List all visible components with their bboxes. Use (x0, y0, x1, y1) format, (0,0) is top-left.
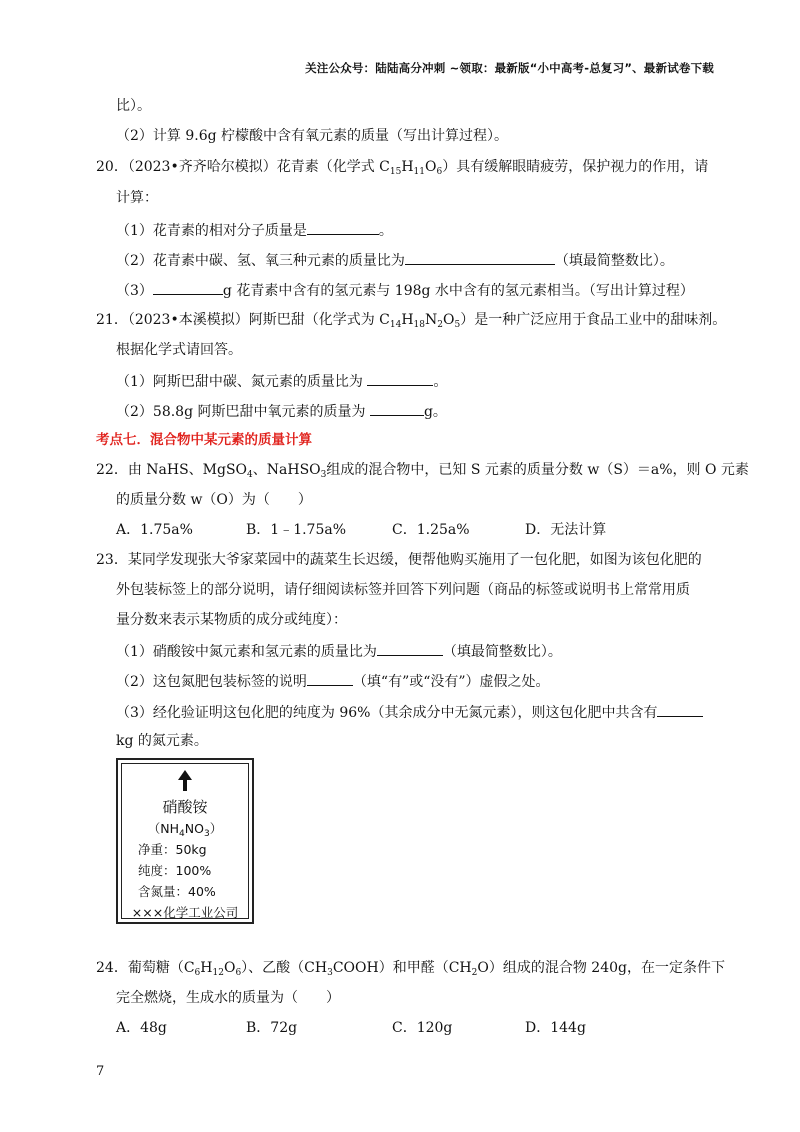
section-heading: 考点七．混合物中某元素的质量计算 (96, 432, 312, 448)
question-20-3: （3） g 花青素中含有的氢元素与 198g 水中含有的氢元素相当。（写出计算过程） (116, 279, 694, 301)
answer-blank[interactable] (367, 370, 433, 386)
answer-blank[interactable] (153, 279, 223, 295)
option-a[interactable]: A．1.75a% (116, 522, 193, 538)
option-d[interactable]: D．144g (525, 1020, 586, 1036)
answer-blank[interactable] (307, 670, 353, 686)
question-20: 20．（2023•齐齐哈尔模拟）花青素（化学式 $C_{15}H_{11}O_6$）具有缓解眼睛疲劳，保护视力的作用，请 (96, 159, 709, 177)
option-b[interactable]: B．72g (246, 1020, 298, 1036)
label-formula: $(NH_4NO_3)$ (147, 821, 223, 839)
question-21-2: （2）58.8g 阿斯巴甜中氧元素的质量为 g。 (116, 400, 447, 422)
answer-blank[interactable] (370, 400, 424, 416)
label-company: ×××化学工业公司 (131, 905, 239, 920)
question-23-3: （3）经化验证明这包化肥的纯度为 96%（其余成分中无氮元素），则这包化肥中共含有 (116, 701, 703, 723)
label-name: 硝酸铵 (162, 798, 208, 816)
question-23-2: （2）这包氮肥包装标签的说明 （填“有”或“没有”）虚假之处。 (116, 670, 550, 692)
answer-blank[interactable] (377, 640, 443, 656)
page-number: 7 (96, 1064, 105, 1079)
option-c[interactable]: C．1.25a% (392, 522, 470, 538)
text-line: 比）。 (116, 98, 151, 114)
text-line: （2）计算 9.6g 柠檬酸中含有氧元素的质量（写出计算过程）。 (116, 128, 509, 144)
option-b[interactable]: B．1﹣1.75a% (246, 522, 347, 538)
arrow-up-icon (177, 770, 193, 792)
question-21-1: （1）阿斯巴甜中碳、氮元素的质量比为 。 (116, 370, 447, 392)
formula-anthocyanin: $C_{15}H_{11}O_6$ (379, 159, 443, 177)
question-21: 21．（2023•本溪模拟）阿斯巴甜（化学式为 $C_{14}H_{18}N_2O_5$）是一种广泛应用于食品工业中的甜味剂。 (96, 312, 727, 330)
text-line: 的质量分数 w（O）为（ ） (116, 492, 312, 508)
label-weight: 净重：50kg (138, 842, 207, 857)
text-line: 外包装标签上的部分说明，请仔细阅读标签并回答下列问题（商品的标签或说明书上常常用质 (116, 582, 690, 598)
answer-blank[interactable] (405, 249, 555, 265)
label-purity: 纯度：100% (138, 863, 212, 878)
question-22: 22．由 NaHS、MgSO$_4$、NaHSO$_3$组成的混合物中，已知 S 元素的质量分数 w（S）＝a%，则 O 元素 (96, 462, 749, 480)
text-line: 完全燃烧，生成水的质量为（ ） (116, 990, 340, 1006)
fertilizer-label (116, 758, 254, 924)
page-header: 关注公众号：陆陆高分冲刺 ~领取：最新版“小中高考-总复习”、最新试卷下载 (305, 61, 714, 75)
option-d[interactable]: D．无法计算 (525, 522, 607, 538)
answer-blank[interactable] (657, 701, 703, 717)
text-line: kg 的氮元素。 (116, 733, 208, 749)
option-a[interactable]: A．48g (116, 1020, 167, 1036)
question-20-2: （2）花青素中碳、氢、氧三种元素的质量比为 （填最简整数比）。 (116, 249, 674, 271)
question-23: 23．某同学发现张大爷家菜园中的蔬菜生长迟缓，便帮他购买施用了一包化肥，如图为该包化肥的 (96, 552, 702, 568)
text-line: 量分数来表示某物质的成分或纯度）： (116, 612, 347, 628)
question-20-1: （1）花青素的相对分子质量是 。 (116, 219, 393, 241)
formula-aspartame: $C_{14}H_{18}N_2O_5$ (379, 312, 461, 330)
answer-blank[interactable] (307, 219, 379, 235)
text-line: 根据化学式请回答。 (116, 342, 242, 358)
label-nitrogen: 含氮量：40% (138, 884, 216, 899)
text-line: 计算： (116, 190, 158, 206)
option-c[interactable]: C．120g (392, 1020, 453, 1036)
question-23-1: （1）硝酸铵中氮元素和氢元素的质量比为 （填最简整数比）。 (116, 640, 562, 662)
question-24: 24．葡萄糖$(C_6H_{12}O_6)$、乙酸$(CH_3COOH)$和甲醛$(CH_2O)$组成的混合物 240g，在一定条件下 (96, 960, 725, 978)
